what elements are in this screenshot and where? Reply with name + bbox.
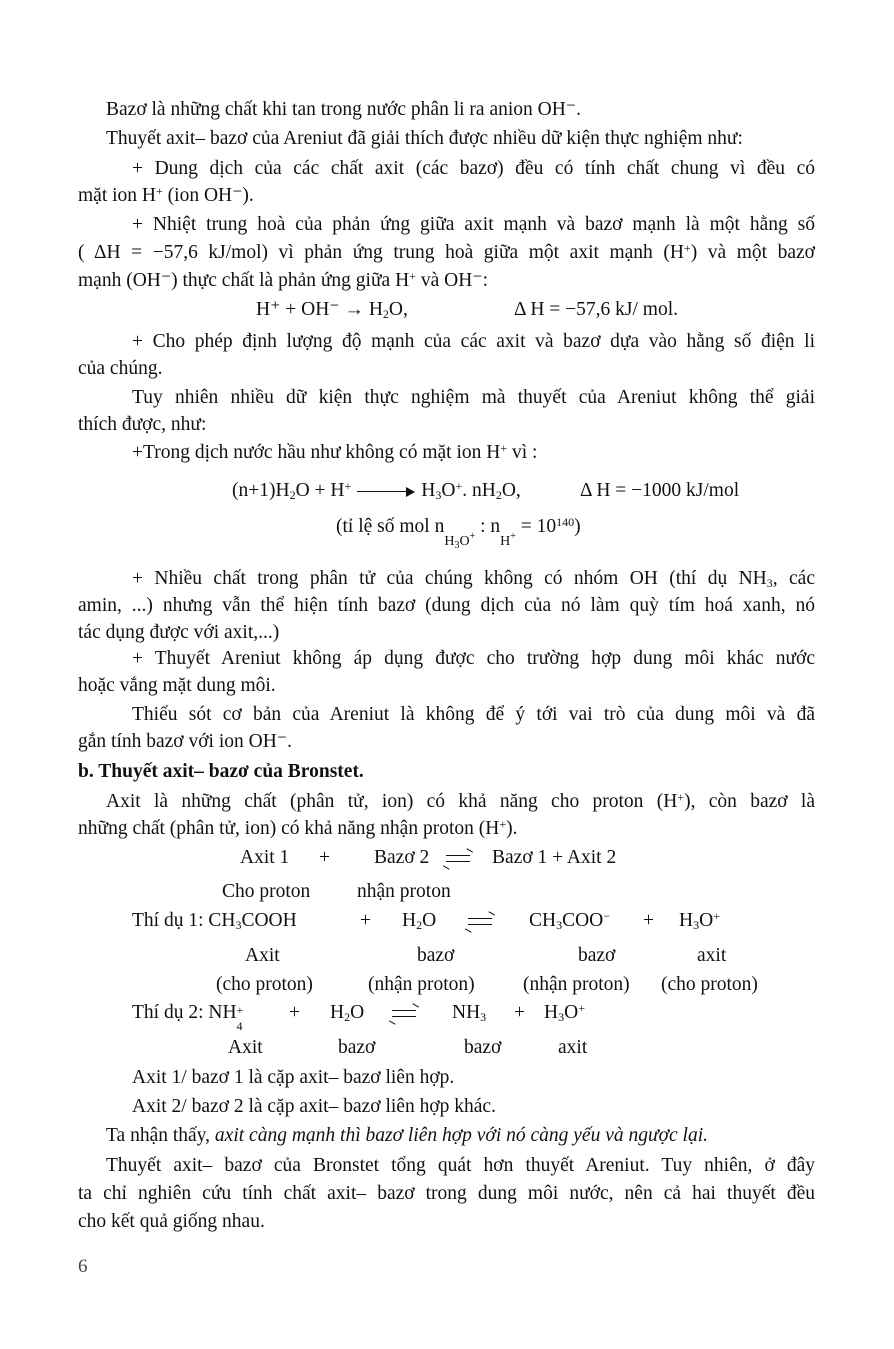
section-heading: b. Thuyết axit– bazơ của Bronstet. xyxy=(78,761,364,782)
equilibrium-arrow-icon xyxy=(466,908,494,934)
enthalpy-value: Δ H = −57,6 kJ/ mol. xyxy=(514,299,679,320)
equation-plus: + xyxy=(319,847,330,868)
equation-plus: + xyxy=(360,910,371,931)
paragraph-line: Bazơ là những chất khi tan trong nước phân li ra anion OH⁻. xyxy=(106,99,581,120)
paragraph-line: Tuy nhiên nhiều dữ kiện thực nghiệm mà thuyết của Areniut không thể giải xyxy=(132,387,815,408)
paragraph-line: amin, ...) nhưng vẫn thể hiện tính bazơ (dung dịch của nó làm quỳ tím hoá xanh, nó xyxy=(78,595,815,616)
equation-term: $H_3O^+$ xyxy=(679,909,720,932)
equation-role: (nhận proton) xyxy=(368,974,475,995)
paragraph-line: gắn tính bazơ với ion OH⁻. xyxy=(78,731,292,752)
equation-term: $CH_3COO^-$ xyxy=(529,909,611,932)
equation-role: (cho proton) xyxy=(661,974,758,995)
paragraph-line: cho kết quả giống nhau. xyxy=(78,1211,265,1232)
paragraph-line: + Nhiều chất trong phân tử của chúng không có nhóm OH (thí dụ $NH_3$, các xyxy=(132,568,815,590)
equation-term: $NH_3$ xyxy=(452,1002,487,1024)
equilibrium-arrow-icon xyxy=(444,845,472,871)
paragraph-line: + Dung dịch của các chất axit (các bazơ) đều có tính chất chung vì đều có xyxy=(132,158,815,179)
paragraph-line: của chúng. xyxy=(78,358,163,379)
equation-role: nhận proton xyxy=(357,881,451,902)
equation-neutralization: $H^+ + OH^- \to H_2O$, xyxy=(256,299,408,321)
paragraph-line: tác dụng được với axit,...) xyxy=(78,622,280,643)
paragraph-line: + Cho phép định lượng độ mạnh của các axit và bazơ dựa vào hằng số điện li xyxy=(132,331,815,352)
equation-role: Cho proton xyxy=(222,881,311,902)
paragraph-line: ta chỉ nghiên cứu tính chất axit– bazơ trong dung môi nước, nên cả hai thuyết đều xyxy=(78,1183,815,1204)
equation-term: Axit 1 xyxy=(240,847,290,868)
equilibrium-arrow-icon xyxy=(390,1000,418,1026)
paragraph-line: Thuyết axit– bazơ của Bronstet tổng quát hơn thuyết Areniut. Tuy nhiên, ở đây xyxy=(106,1155,815,1176)
mole-ratio: (tỉ lệ số mol $n_{H_3O^+}$ : $n_{H^+} = 10^{140}$) xyxy=(336,515,581,551)
equation-term: $H_2O$ xyxy=(330,1002,365,1024)
paragraph-line: những chất (phân tử, ion) có khả năng nhận proton (H+). xyxy=(78,817,518,839)
paragraph-line: hoặc vắng mặt dung môi. xyxy=(78,675,276,696)
equation-role: (cho proton) xyxy=(216,974,313,995)
equation-plus: + xyxy=(514,1002,525,1023)
equation-role: bazơ xyxy=(417,945,455,966)
equation-term: $H_2O$ xyxy=(402,910,437,932)
paragraph-line: thích được, như: xyxy=(78,414,207,435)
equation-role: bazơ xyxy=(464,1037,502,1058)
paragraph-line: +Trong dịch nước hầu như không có mặt ion H+ vì : xyxy=(132,441,538,463)
example-1-acid: Thí dụ 1: $CH_3COOH$ xyxy=(132,910,297,932)
paragraph-line: Axit 1/ bazơ 1 là cặp axit– bazơ liên hợp. xyxy=(132,1067,455,1088)
equation-role: bazơ xyxy=(578,945,616,966)
equation-role: Axit xyxy=(228,1037,263,1058)
paragraph-line: + Thuyết Areniut không áp dụng được cho trường hợp dung môi khác nước xyxy=(132,648,815,669)
paragraph-line: mạnh (OH⁻) thực chất là phản ứng giữa H+ và OH⁻: xyxy=(78,269,488,291)
paragraph-line: + Nhiệt trung hoà của phản ứng giữa axit mạnh và bazơ mạnh là một hằng số xyxy=(132,214,815,235)
paragraph-line: Ta nhận thấy, axit càng mạnh thì bazơ liên hợp với nó càng yếu và ngược lại. xyxy=(106,1125,709,1146)
paragraph-line: mặt ion H+ (ion OH⁻). xyxy=(78,184,254,206)
equation-role: bazơ xyxy=(338,1037,376,1058)
equation-hydronium: $(n+1)H_2O + H^+$ $H_3O^+$. $nH_2O$, xyxy=(232,479,521,502)
paragraph-line: ( ΔH = −57,6 kJ/mol) vì phản ứng trung hoà giữa một axit mạnh (H+) và một bazơ xyxy=(78,241,815,263)
equation-term: $H_3O^+$ xyxy=(544,1001,585,1024)
example-2-acid: Thí dụ 2: NH + 4 xyxy=(132,1002,244,1033)
equation-role: Axit xyxy=(245,945,280,966)
paragraph-line: Thuyết axit– bazơ của Areniut đã giải thích được nhiều dữ kiện thực nghiệm như: xyxy=(106,128,743,149)
equation-term: Bazơ 2 xyxy=(374,847,430,868)
equation-role: axit xyxy=(558,1037,588,1058)
equation-plus: + xyxy=(289,1002,300,1023)
page-number: 6 xyxy=(78,1256,88,1277)
enthalpy-value: Δ H = −1000 kJ/mol xyxy=(580,480,740,501)
right-arrow-icon xyxy=(357,485,415,499)
equation-term: Bazơ 1 + Axit 2 xyxy=(492,847,617,868)
equation-plus: + xyxy=(643,910,654,931)
equation-role: (nhận proton) xyxy=(523,974,630,995)
equation-role: axit xyxy=(697,945,727,966)
paragraph-line: Thiếu sót cơ bản của Areniut là không để ý tới vai trò của dung môi và đã xyxy=(132,704,815,725)
paragraph-line: Axit 2/ bazơ 2 là cặp axit– bazơ liên hợp khác. xyxy=(132,1096,496,1117)
paragraph-line: Axit là những chất (phân tử, ion) có khả năng cho proton (H+), còn bazơ là xyxy=(106,790,815,812)
